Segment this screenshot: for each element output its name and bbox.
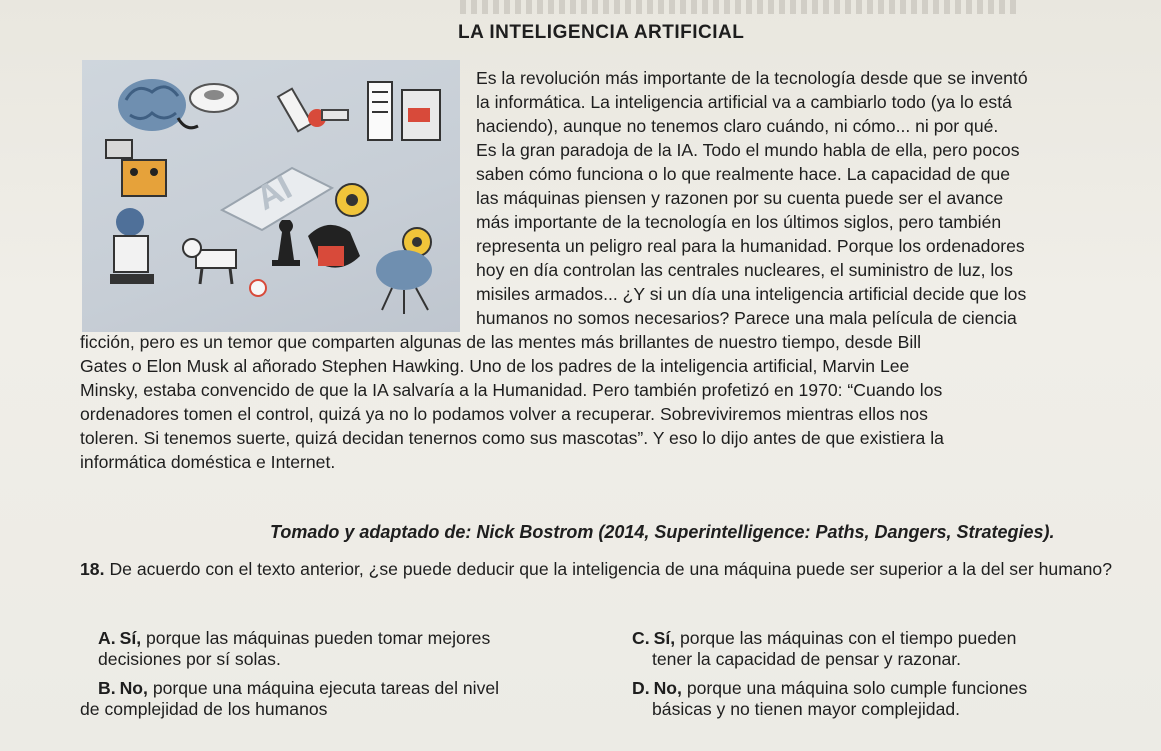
passage-line: las máquinas piensen y razonen por su cuenta puede ser el avance [476, 188, 1004, 208]
option-a[interactable] [98, 628, 618, 670]
option-a-letter: A. [98, 628, 116, 648]
option-b-line1: porque una máquina ejecuta tareas del nivel [152, 678, 500, 698]
brain-icon [118, 79, 198, 131]
option-c-line1: porque las máquinas con el tiempo pueden [680, 628, 1017, 648]
option-c-answer: Sí, [653, 628, 676, 648]
chess-piece-icon [272, 220, 300, 266]
server-icon [368, 82, 440, 140]
passage-line: representa un peligro real para la humanidad. Porque los ordenadores [476, 236, 1025, 256]
robot-vacuum-icon [190, 84, 238, 112]
chip-brain-icon [376, 250, 432, 314]
option-c[interactable] [632, 628, 1160, 670]
option-b-answer: No, [119, 678, 148, 698]
question-text: De acuerdo con el texto anterior, ¿se puede deducir que la inteligencia de una máquina puede ser superior a la del ser humano? [109, 559, 1112, 579]
robot-dog-icon [183, 239, 266, 296]
option-d[interactable] [632, 678, 1160, 720]
option-a-line1: porque las máquinas pueden tomar mejores [146, 628, 491, 648]
passage-line: toleren. Si tenemos suerte, quizá decidan tenernos como sus mascotas”. Y eso lo dijo antes de que existiera la [80, 428, 944, 448]
option-d-line1: porque una máquina solo cumple funciones [686, 678, 1028, 698]
passage-line: humanos no somos necesarios? Parece una mala película de ciencia [476, 308, 1017, 328]
robot-icon [106, 140, 166, 196]
option-a-answer: Sí, [119, 628, 142, 648]
passage-line: Minsky, estaba convencido de que la IA salvaría a la Humanidad. Pero también profetizó en 1970: “Cuando los [80, 380, 943, 400]
source-citation [270, 522, 1055, 543]
passage-line: Es la revolución más importante de la tecnología desde que se inventó [476, 68, 1028, 88]
option-d-letter: D. [632, 678, 650, 698]
option-b[interactable] [80, 678, 620, 720]
option-c-line2: tener la capacidad de pensar y razonar. [652, 649, 962, 669]
option-d-answer: No, [653, 678, 682, 698]
passage-line: ordenadores tomen el control, quizá ya no lo podamos volver a recuperar. Sobreviviremos mientras ellos nos [80, 404, 928, 424]
question [80, 558, 1160, 580]
passage-line: misiles armados... ¿Y si un día una inteligencia artificial decide que los [476, 284, 1027, 304]
bleed-through-text [460, 0, 1020, 14]
option-a-line2: decisiones por sí solas. [98, 649, 281, 669]
passage-line: saben cómo funciona o lo que realmente hace. La capacidad de que [476, 164, 1011, 184]
bust-icon [110, 208, 154, 284]
question-number: 18. [80, 559, 105, 579]
passage-line: la informática. La inteligencia artificial va a cambiarlo todo (ya lo está [476, 92, 1012, 112]
passage-line: informática doméstica e Internet. [80, 452, 336, 472]
ai-plate-label: AI [250, 168, 298, 218]
ai-plate [222, 168, 332, 230]
passage-line: hoy en día controlan las centrales nucleares, el suministro de luz, los [476, 260, 1013, 280]
passage-line: haciendo), aunque no tenemos claro cuándo, ni cómo... ni por qué. [476, 116, 999, 136]
robot-hand-icon [308, 225, 360, 268]
option-d-line2: básicas y no tienen mayor complejidad. [652, 699, 961, 719]
passage-line: ficción, pero es un temor que comparten algunas de las mentes más brillantes de nuestro tiempo, desde Bill [80, 332, 922, 352]
ai-illustration [82, 60, 460, 332]
option-b-line2: de complejidad de los humanos [80, 699, 328, 719]
option-c-letter: C. [632, 628, 650, 648]
passage-title: LA INTELIGENCIA ARTIFICIAL [458, 22, 745, 43]
robot-arm-icon [278, 89, 348, 132]
source-prefix: Tomado y adaptado de: [270, 522, 477, 542]
passage-line: Es la gran paradoja de la IA. Todo el mundo habla de ella, pero pocos [476, 140, 1020, 160]
option-b-letter: B. [98, 678, 116, 698]
passage-line: Gates o Elon Musk al añorado Stephen Hawking. Uno de los padres de la inteligencia artificial, Marvin Lee [80, 356, 910, 376]
passage-line: más importante de la tecnología en los últimos siglos, pero también [476, 212, 1002, 232]
source-text: Nick Bostrom (2014, Superintelligence: Paths, Dangers, Strategies). [476, 522, 1055, 542]
